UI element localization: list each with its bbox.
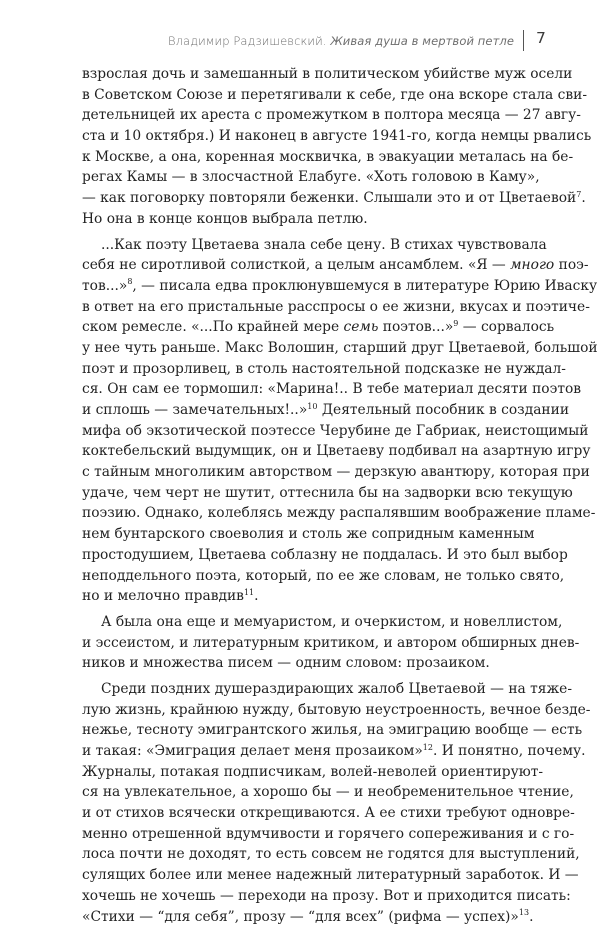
footnote-ref: 8 <box>127 277 133 287</box>
text-run: коктебельский выдумщик, он и Цветаеву подбивал на азартную игру <box>82 443 591 460</box>
text-line <box>82 566 565 587</box>
text-run: ся на увлекательное, а хорошо бы — и необременительное чтение, <box>82 784 574 801</box>
text-line <box>82 907 534 928</box>
text-line <box>82 317 555 338</box>
running-header <box>0 34 514 48</box>
text-line <box>82 865 579 886</box>
text-line <box>82 720 583 741</box>
text-line <box>82 633 580 654</box>
text-run: поэтов...» <box>378 319 454 336</box>
text-line <box>82 209 522 230</box>
text-run: . <box>581 190 586 207</box>
text-run: лую жизнь, крайнюю нужду, бытовую неустроенность, вечное безде- <box>82 701 591 718</box>
text-run: . <box>254 588 259 605</box>
text-line <box>82 85 587 106</box>
text-run: неподдельного поэта, который, по ее же словам, не только свято, <box>82 567 565 584</box>
text-run: ском ремесле. «...По крайней мере <box>82 319 344 336</box>
text-line <box>82 524 535 545</box>
text-run: ...Как поэту Цветаева знала себе цену. В стихах чувствовала <box>101 236 547 253</box>
text-line <box>82 359 566 380</box>
text-run: Журналы, потакая подписчикам, волей-неволей ориентируют- <box>82 763 544 780</box>
text-line <box>82 700 591 721</box>
text-line <box>82 782 574 803</box>
text-run: но и мелочно правдив <box>82 588 244 605</box>
paragraph <box>82 64 592 230</box>
text-line <box>82 586 522 607</box>
text-line <box>82 297 590 318</box>
text-run: лоса почти не доходят, то есть совсем не годятся для выступлений, <box>82 846 580 863</box>
text-run: регах Камы — в злосчастной Елабуге. «Хоть головою в Каму», <box>82 169 540 186</box>
text-run: тов...» <box>82 277 128 294</box>
text-run: ста и 10 октября.) И наконец в августе 1941-го, когда немцы рвались <box>82 128 592 145</box>
text-line <box>82 188 586 209</box>
text-run: и от стихов всячески открещиваются. А ее стихи требуют одновре- <box>82 805 575 822</box>
text-run: себя не сиротливой солисткой, а целым ансамблем. «Я — <box>82 257 511 274</box>
text-run: ников и множества писем — одним словом: прозаиком. <box>82 655 490 672</box>
text-line <box>82 147 574 168</box>
footnote-ref: 7 <box>576 189 582 199</box>
text-run: сулящих более или менее надежный литературный заработок. И — <box>82 867 579 884</box>
text-line <box>82 276 598 297</box>
text-run: нежье, тесноту эмигрантского жилья, на эмиграцию вообще — есть <box>82 722 583 739</box>
footnote-ref: 10 <box>307 401 318 411</box>
footnote-ref: 9 <box>453 318 459 328</box>
text-line <box>82 235 547 256</box>
text-run: Деятельный пособник в создании <box>317 402 570 418</box>
header-title: Живая душа в мертвой петле <box>330 34 514 48</box>
text-line <box>82 741 586 762</box>
emphasis: много <box>510 257 555 274</box>
paragraph <box>82 612 580 674</box>
text-run: и такая: «Эмиграция делает меня прозаиком» <box>82 743 423 759</box>
text-line <box>82 803 575 824</box>
text-run: — как поговорку повторяли беженки. Слышали это и от Цветаевой <box>82 190 577 207</box>
text-run: А была она еще и мемуаристом, и очеркистом, и новеллистом, <box>101 613 563 630</box>
text-line <box>82 421 589 442</box>
text-line <box>82 545 568 566</box>
text-line <box>82 612 563 633</box>
footnote-ref: 13 <box>518 908 530 917</box>
text-line <box>82 483 573 504</box>
text-line <box>82 64 573 85</box>
text-line <box>82 126 592 147</box>
text-line <box>82 824 575 845</box>
paragraph <box>82 679 591 927</box>
text-run: . И понятно, почему. <box>432 743 586 759</box>
text-run: мифа об экзотической поэтессе Черубине де Габриак, неистощимый <box>82 422 589 439</box>
page-number: 7 <box>536 29 546 47</box>
body-text <box>82 64 598 932</box>
header-author: Владимир Радзишевский. <box>167 34 327 48</box>
text-run: ся. Он сам ее тормошил: «Марина!.. В тебе материал десяти поэтов <box>82 381 582 398</box>
text-run: детельницей их ареста с промежутком в полтора месяца — 27 авгу- <box>82 107 581 124</box>
text-line <box>82 503 596 524</box>
text-line <box>82 679 573 700</box>
text-run: поэзию. Однако, колеблясь между распалявшим воображение пламе- <box>82 505 596 522</box>
text-run: . <box>529 908 534 925</box>
text-line <box>82 255 589 276</box>
text-run: и эссеистом, и литературным критиком, и автором обширных днев- <box>82 634 580 651</box>
text-run: к Москве, а она, коренная москвичка, в эвакуации металась на бе- <box>82 148 574 165</box>
text-line <box>82 167 540 188</box>
text-run: «Стихи — “для себя”, прозу — “для всех” (рифма — успех)» <box>82 908 519 925</box>
text-run: Среди поздних душераздирающих жалоб Цветаевой — на тяже- <box>101 680 573 697</box>
text-line <box>82 844 580 865</box>
text-run: с тайным многоликим авторством — дерзкую авантюру, которая при <box>82 464 590 481</box>
text-run: у нее чуть раньше. Макс Волошин, старший друг Цветаевой, большой <box>82 339 598 356</box>
text-line <box>82 653 522 674</box>
text-run: в Советском Союзе и перетягивали к себе, где она вскоре стала сви- <box>82 86 587 103</box>
text-line <box>82 400 570 421</box>
text-line <box>82 886 571 907</box>
text-run: простодушием, Цветаева соблазну не поддалась. И это был выбор <box>82 546 568 563</box>
text-run: взрослая дочь и замешанный в политическом убийстве муж осели <box>82 66 573 82</box>
text-run: поэ- <box>554 257 589 274</box>
text-run: — сорвалось <box>458 319 555 336</box>
header-divider <box>523 30 524 51</box>
text-run: удаче, чем черт не шутит, оттеснила бы на задворки всю текущую <box>82 484 573 501</box>
text-run: , — писала едва проклюнувшемуся в литературе Юрию Иваску <box>132 277 598 294</box>
text-run: менно отрешенной вдумчивости и горячего сопереживания и с го- <box>82 825 575 842</box>
text-run: Но она в конце концов выбрала петлю. <box>82 210 368 227</box>
text-line <box>82 338 598 359</box>
text-run: хочешь не хочешь — переходи на прозу. Вот и приходится писать: <box>82 887 571 904</box>
text-run: поэт и прозорливец, в столь настоятельной подсказке не нуждал- <box>82 360 566 377</box>
text-line <box>82 462 590 483</box>
text-line <box>82 762 544 783</box>
text-run: нем бунтарского своеволия и столь же сопридным каменным <box>82 526 535 543</box>
text-run: в ответ на его пристальные расспросы о ее жизни, вкусах и поэтиче- <box>82 298 590 315</box>
footnote-ref: 11 <box>243 587 255 597</box>
paragraph <box>82 235 598 607</box>
emphasis: семь <box>343 319 379 336</box>
text-line <box>82 105 581 126</box>
text-line <box>82 379 582 400</box>
footnote-ref: 12 <box>422 742 433 752</box>
text-line <box>82 441 591 462</box>
text-run: и сплошь — замечательных!..» <box>82 402 308 418</box>
